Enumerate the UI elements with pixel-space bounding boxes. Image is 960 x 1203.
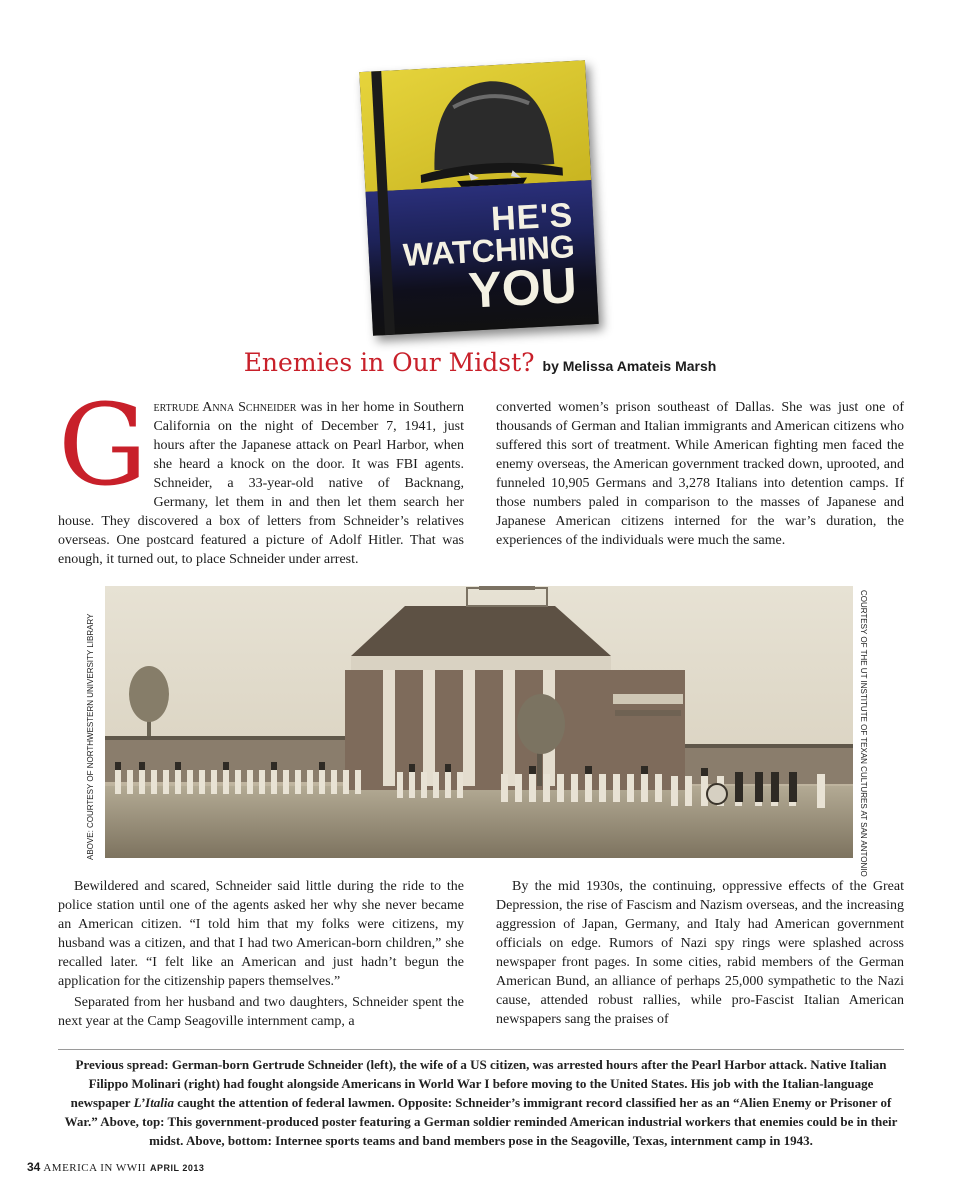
article-title: Enemies in Our Midst? bbox=[243, 348, 535, 377]
poster-text-line3: YOU bbox=[466, 256, 579, 319]
poster-text-line1: HE'S bbox=[490, 196, 575, 239]
caption-divider bbox=[58, 1049, 904, 1050]
caption-text: caught the attention of federal lawmen. Opposite: Schneider’s immigrant record classified her as an “Alien Enemy or Prisoner of War.” Above, top: This government-produced poster featuring a German soldier reminded American industrial workers that enemies could be in their midst. Above, bottom: Internee sports teams and band members pose in the Seagoville, Texas, internment camp in 1943. bbox=[64, 1095, 898, 1148]
helmet-illustration bbox=[412, 72, 568, 190]
magazine-name: AMERICA IN WWII bbox=[43, 1162, 146, 1174]
body-paragraph: Separated from her husband and two daughters, Schneider spent the next year at the Camp Seagoville internment camp, a bbox=[58, 995, 464, 1029]
body-column-2 bbox=[496, 398, 904, 550]
lead-in-small-caps: ertrude Anna Schneider bbox=[153, 400, 297, 415]
body-paragraph: Bewildered and scared, Schneider said little during the ride to the police station until one of the agents asked her why she never became an American citizen. “I told him that my folks were citizens, my husband was a citizen, and that I had two American-born children,” she recalled later. “I felt like an American and just hadn’t begun the application for the citizenship papers themselves.” bbox=[58, 879, 464, 989]
poster-image bbox=[359, 60, 599, 335]
photo-credit-left: ABOVE: COURTESY OF NORTHWESTERN UNIVERSITY LIBRARY bbox=[86, 613, 95, 860]
body-column-1 bbox=[58, 381, 464, 569]
body-text-col1: was in her home in Southern California on the night of December 7, 1941, just hours after the Japanese attack on Pearl Harbor, when she heard a knock on the door. It was FBI agents. Schneider, a 33-year-old native of Backnang, Germany, let them in and then let them search her house. They discovered a box of letters from Schneider’s relatives overseas. One postcard featured a picture of Adolf Hitler. That was enough, it turned out, to place Schneider under arrest. bbox=[58, 400, 464, 567]
internment-camp-photo bbox=[105, 586, 853, 858]
body-text-col2: converted women’s prison southeast of Dallas. She was just one of thousands of German and Italian immigrants and American citizens who suffered this sort of treatment. While American fighting men faced the enemy overseas, the American government tracked down, uprooted, and funneled 10,905 Germans and 3,278 Italians into detention camps. If those numbers paled in comparison to the masses of Japanese and Japanese American citizens interned for the war’s duration, the experiences of the individuals were much the same. bbox=[496, 400, 904, 548]
camp-photo-illustration bbox=[105, 586, 853, 858]
caption-text: Previous spread: German-born Gertrude Schneider (left), the wife of a US citizen, was arrested hours after the Pearl Harbor attack. Native Italian Filippo Molinari (right) had fought alongside Americans in World War I before moving to the United States. His job with the Italian-language newspaper bbox=[70, 1057, 887, 1110]
page-number: 34 bbox=[27, 1160, 41, 1174]
body-column-4 bbox=[496, 877, 904, 1029]
caption-italic-title: L’Italia bbox=[133, 1095, 175, 1110]
drop-cap: G bbox=[58, 381, 148, 511]
photo-credit-right: COURTESY OF THE UT INSTITUTE OF TEXAN CULTURES AT SAN ANTONIO bbox=[859, 590, 868, 877]
body-column-3 bbox=[58, 877, 464, 1031]
body-paragraph: By the mid 1930s, the continuing, oppressive effects of the Great Depression, the rise of Fascism and Nazism overseas, and the increasing aggression of Japan, Germany, and Italy had American government officials on edge. Rumors of Nazi spy rings were splashed across newspaper front pages. In some cities, rabid members of the German American Bund, an alliance of perhaps 25,000 sympathetic to the Nazi cause, attended robust rallies, while pro-Fascist Italian American newspapers sang the praises of bbox=[496, 879, 904, 1027]
article-byline: by Melissa Amateis Marsh bbox=[542, 358, 717, 374]
page-footer bbox=[27, 1158, 204, 1176]
poster-text-line2: WATCHING bbox=[402, 228, 576, 274]
issue-date: APRIL 2013 bbox=[149, 1163, 205, 1173]
article-heading bbox=[0, 348, 960, 377]
photo-caption bbox=[58, 1055, 904, 1150]
